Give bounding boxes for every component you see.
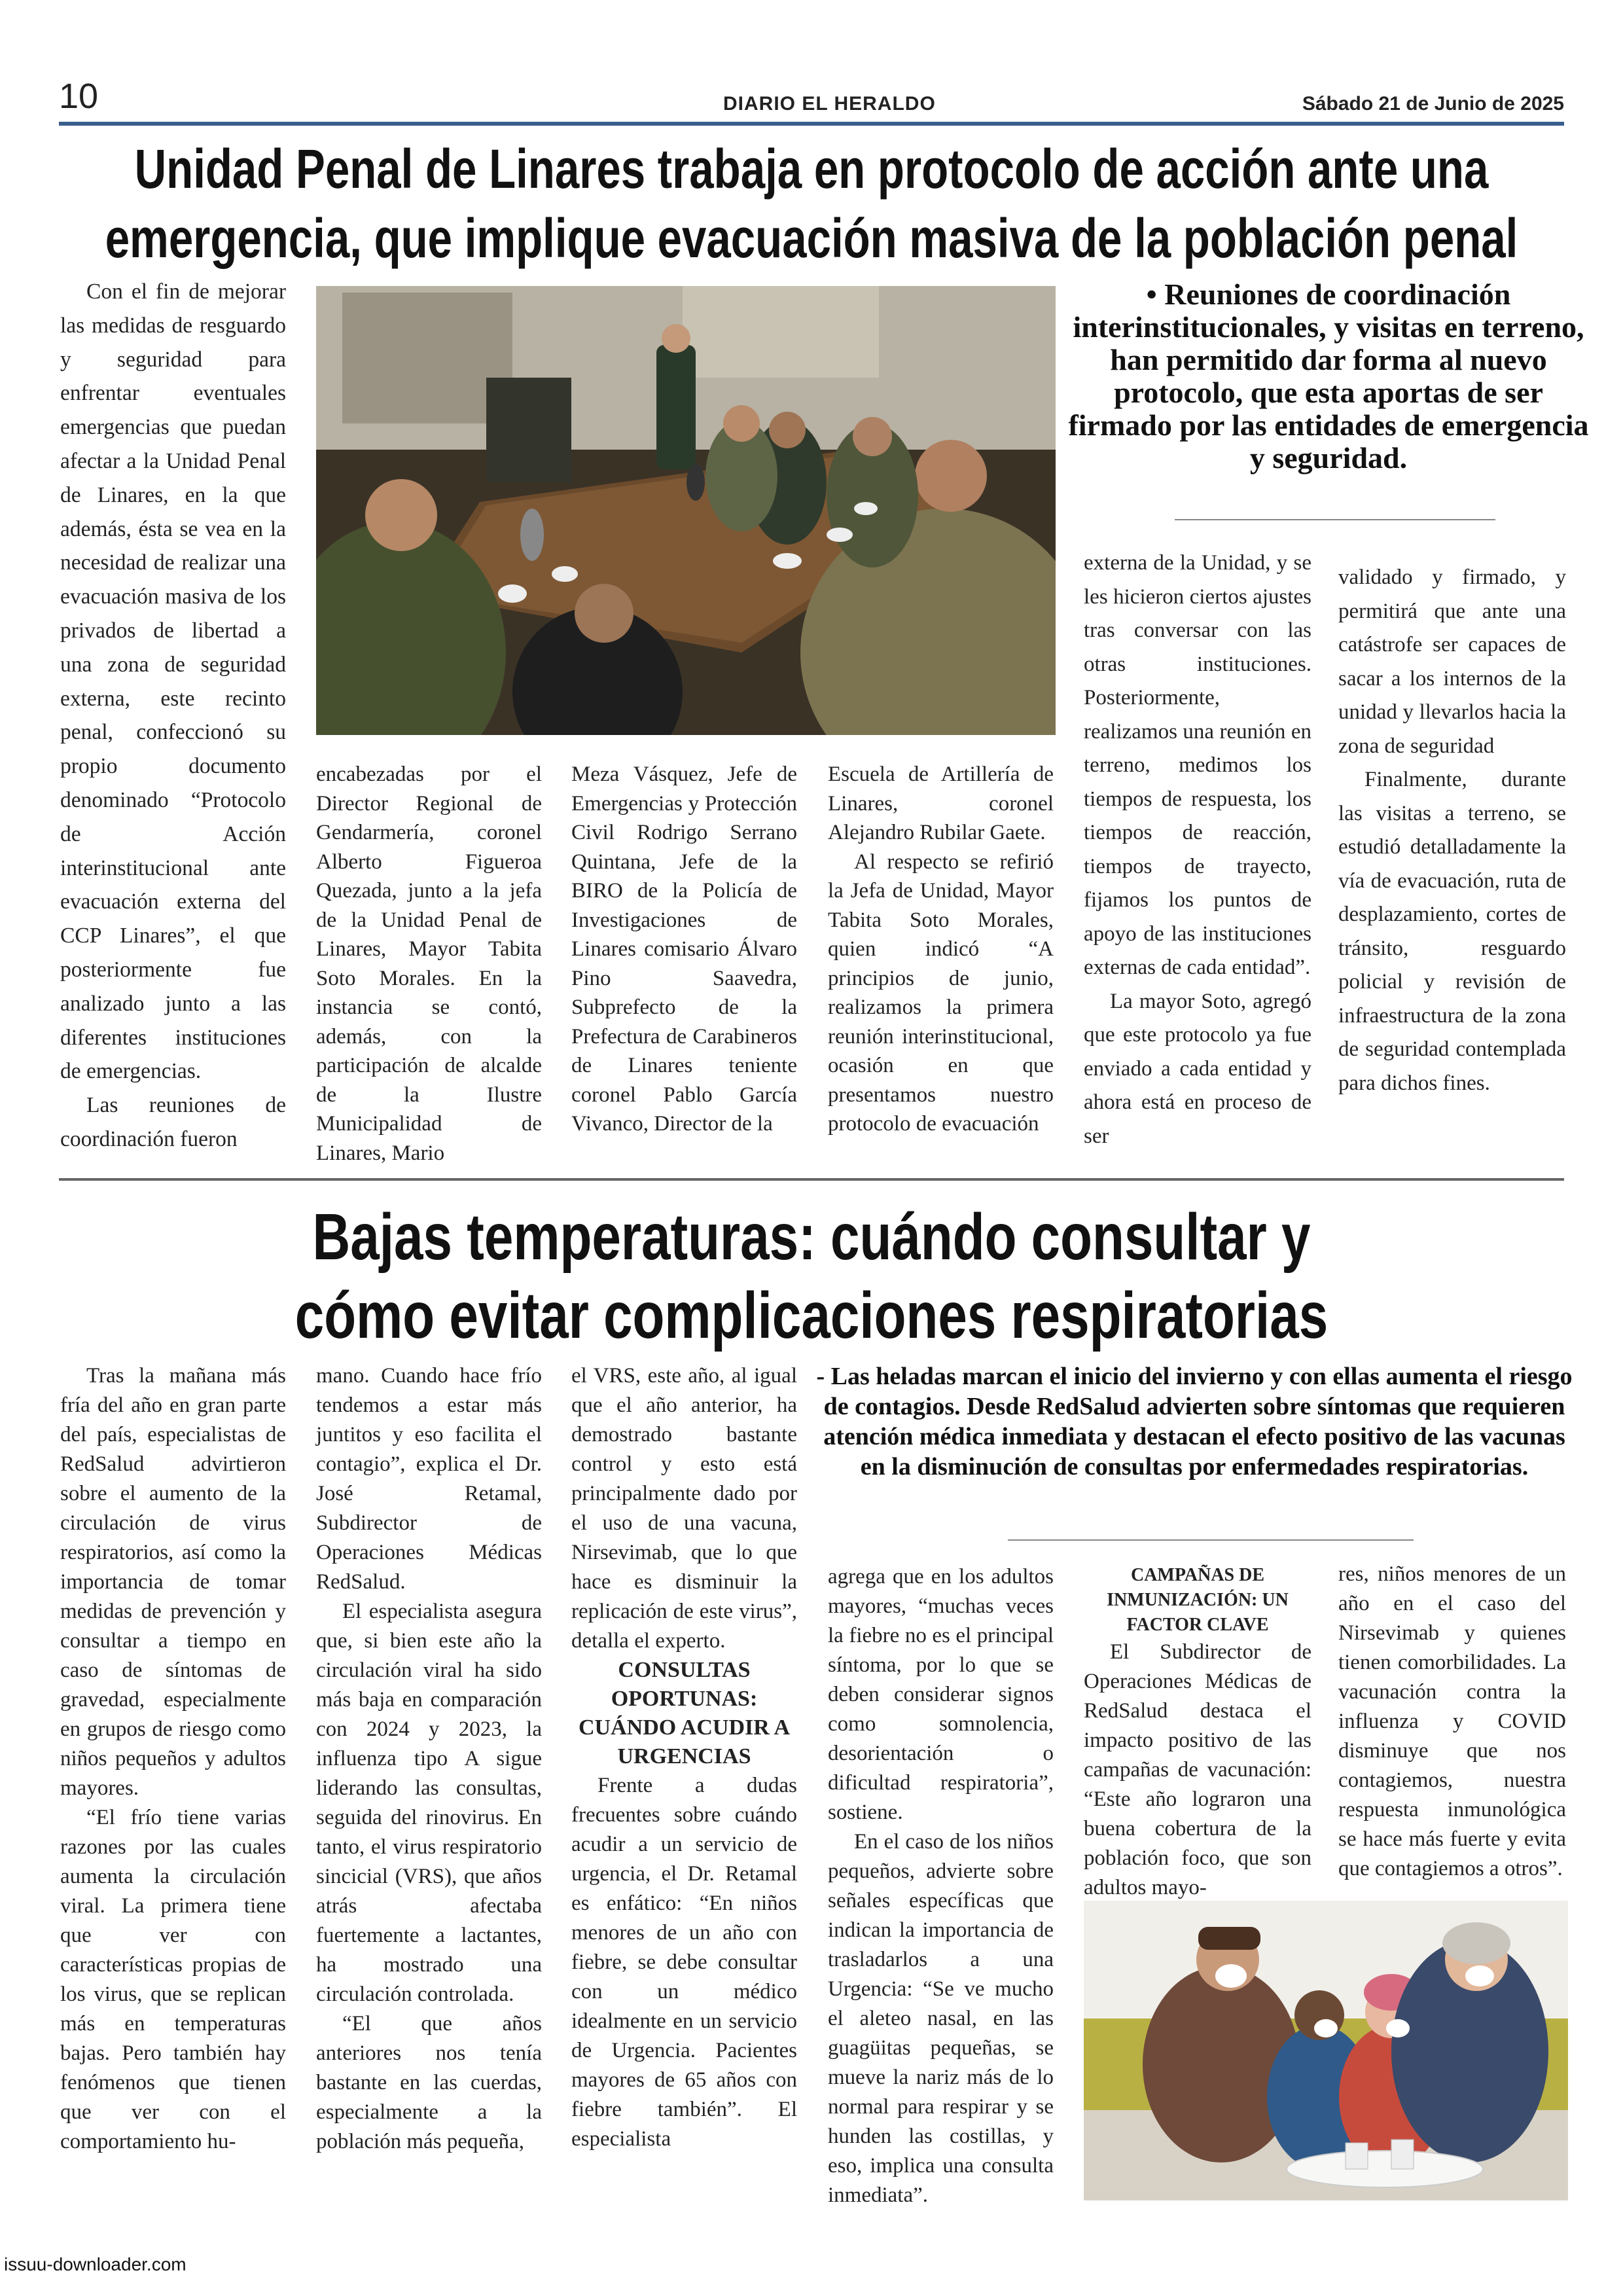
article2-column-1: Tras la mañana más fría del año en gran parte del país, especialistas de RedSalud advirtieron sobre el aumento de la circulación de virus respiratorios, así como la importancia de tomar medidas de prevención y consultar a tiempo en caso de síntomas de gravedad, especialmente en grupos de riesgo como niños pequeños y adultos mayores. “El frío tiene varias razones por las cuales aumenta la circulación viral. La primera tiene que ver con características propias de los virus, que se replican más en temperaturas bajas. Pero también hay fenómenos que tienen que ver con el comportamiento hu-	[60, 1364, 286, 2153]
subheading-consultas: CONSULTAS OPORTUNAS: CUÁNDO ACUDIR A URGENCIAS	[578, 1658, 791, 1768]
article1-column-2: encabezadas por el Director Regional de Gendarmería, coronel Alberto Figueroa Quezada, junto a la jefa de la Unidad Penal de Linares, Mayor Tabita Soto Morales. En la instancia se contó, además, con la participación de alcalde de la Ilustre Municipalidad de Linares, Mario	[316, 762, 542, 1165]
header-rule	[59, 122, 1564, 126]
deck2-rule	[1008, 1539, 1414, 1541]
page-number: 10	[59, 77, 99, 116]
article2-column-6: res, niños menores de un año en el caso del Nirsevimab y quienes tienen comorbilidades. La vacunación contra la influenza y COVID disminuye que nos contagiemos, nuestra respuesta inmunológica se hace más fuerte y evita que contagiemos a otros”.	[1338, 1562, 1566, 1880]
article1-column-3: Meza Vásquez, Jefe de Emergencias y Protección Civil Rodrigo Serrano Quintana, Jefe de la BIRO de la Policía de Investigaciones de Linares comisario Álvaro Pino Saavedra, Subprefecto de la Prefectura de Carabineros de Linares teniente coronel Pablo García Vivanco, Director de la	[571, 762, 797, 1136]
issue-date: Sábado 21 de Junio de 2025	[1302, 93, 1564, 115]
article2-deck: - Las heladas marcan el inicio del invierno y con ellas aumenta el riesgo de contagios. Desde RedSalud advierten sobre síntomas que requieren atención médica inmediata y destacan el efecto positivo de las vacunas en la disminución de consultas por enfermedades respiratorias.	[816, 1363, 1573, 1480]
article1-column-1: Con el fin de mejorar las medidas de resguardo y seguridad para enfrentar eventuales emergencias que puedan afectar a la Unidad Penal de Linares, en la que además, ésta se vea en la necesidad de realizar una evacuación masiva de los privados de libertad a una zona de seguridad externa, este recinto penal, confeccionó su propio documento denominado “Protocolo de Acción interinstitucional ante evacuación externa del CCP Linares”, el que posteriormente fue analizado junto a las diferentes instituciones de emergencias. Las reuniones de coordinación fueron	[60, 279, 286, 1151]
article2-column-3: el VRS, este año, al igual que el año anterior, ha demostrado bastante control y esto está principalmente dado por el uso de una vacuna, Nirsevimab, que lo que hace es disminuir la replicación de este virus”, detalla el experto. CONSULTAS OPORTUNAS: CUÁNDO ACUDIR A URGENCIAS Frente a dudas frecuentes sobre cuándo acudir a un servicio de urgencia, el Dr. Retamal es enfático: “En niños menores de un año con fiebre, se debe consultar con un médico idealmente en un servicio de Urgencia. Pacientes mayores de 65 años con fiebre también”. El especialista	[571, 1364, 797, 2151]
article2-column-2: mano. Cuando hace frío tendemos a estar más juntitos y eso facilita el contagio”, explica el Dr. José Retamal, Subdirector de Operaciones Médicas RedSalud. El especialista asegura que, si bien este año la circulación viral ha sido más baja en comparación con 2024 y 2023, la influenza tipo A sigue liderando las consultas, seguida del rinovirus. En tanto, el virus respiratorio sincicial (VRS), que años atrás afectaba fuertemente a lactantes, ha mostrado una circulación controlada. “El que años anteriores nos tenía bastante en las cuerdas, especialmente a la población más pequeña,	[316, 1364, 542, 2153]
article2-headline: Bajas temperaturas: cuándo consultar y cómo evitar complicaciones respiratorias	[294, 1200, 1329, 1352]
family-photo-illustration	[1084, 1901, 1568, 2200]
family-photo	[1084, 1901, 1568, 2200]
meeting-photo	[316, 286, 1056, 735]
article2-column-4: agrega que en los adultos mayores, “muchas veces la fiebre no es el principal síntoma, por lo que se deben considerar signos como somnolencia, desorientación o dificultad respiratoria”, sostiene. En el caso de los niños pequeños, advierte sobre señales específicas que indican la importancia de trasladarlos a una Urgencia: “Se ve mucho el aleteo nasal, en las guagüitas pequeñas, se mueve la nariz más de lo normal para respirar y se hunden las costillas, y eso, implica una consulta inmediata”.	[828, 1565, 1054, 2207]
article-divider	[59, 1178, 1564, 1181]
publication-name: DIARIO EL HERALDO	[723, 93, 936, 115]
subheading-campanas: CAMPAÑAS DE INMUNIZACIÓN: UN FACTOR CLAVE	[1107, 1565, 1289, 1635]
page-header	[59, 77, 1564, 122]
article1-column-4: Escuela de Artillería de Linares, coronel Alejandro Rubilar Gaete. Al respecto se refirió la Jefa de Unidad, Mayor Tabita Soto Morales, quien indicó “A principios de junio, realizamos la primera reunión interinstitucional, ocasión en que presentamos nuestro protocolo de evacuación	[828, 762, 1054, 1136]
article2-column-5: CAMPAÑAS DE INMUNIZACIÓN: UN FACTOR CLAVE El Subdirector de Operaciones Médicas de RedSalud destaca el impacto positivo de las campañas de vacunación: “Este año lograron una buena cobertura de la población foco, que son adultos mayo-	[1084, 1563, 1311, 1903]
article1-column-5: externa de la Unidad, y se les hicieron ciertos ajustes tras conversar con las otras instituciones. Posteriormente, realizamos una reunión en terreno, medimos los tiempos de respuesta, los tiempos de reacción, tiempos de trayecto, fijamos los puntos de apoyo de las instituciones externas de cada entidad”. La mayor Soto, agregó que este protocolo ya fue enviado a cada entidad y ahora está en proceso de ser	[1084, 551, 1311, 1148]
meeting-photo-illustration	[316, 286, 1056, 735]
deck-rule	[1175, 519, 1495, 520]
article1-column-6: validado y firmado, y permitirá que ante una catástrofe ser capaces de sacar a los internos de la unidad y llevarlos hacia la zona de seguridad Finalmente, durante las visitas a terreno, se estudió detalladamente la vía de evacuación, ruta de desplazamiento, cortes de tránsito, resguardo policial y revisión de infraestructura de la zona de seguridad contemplada para dichos fines.	[1338, 565, 1566, 1095]
article1-deck: • Reuniones de coordinación interinstitucionales, y visitas en terreno, han permitido dar forma al nuevo protocolo, que esta aportas de ser firmado por las entidades de emergencia y seguridad.	[1068, 278, 1589, 475]
article1-headline: Unidad Penal de Linares trabaja en protocolo de acción ante una emergencia, que implique evacuación masiva de la población penal	[105, 138, 1518, 269]
watermark: issuu-downloader.com	[4, 2254, 187, 2274]
